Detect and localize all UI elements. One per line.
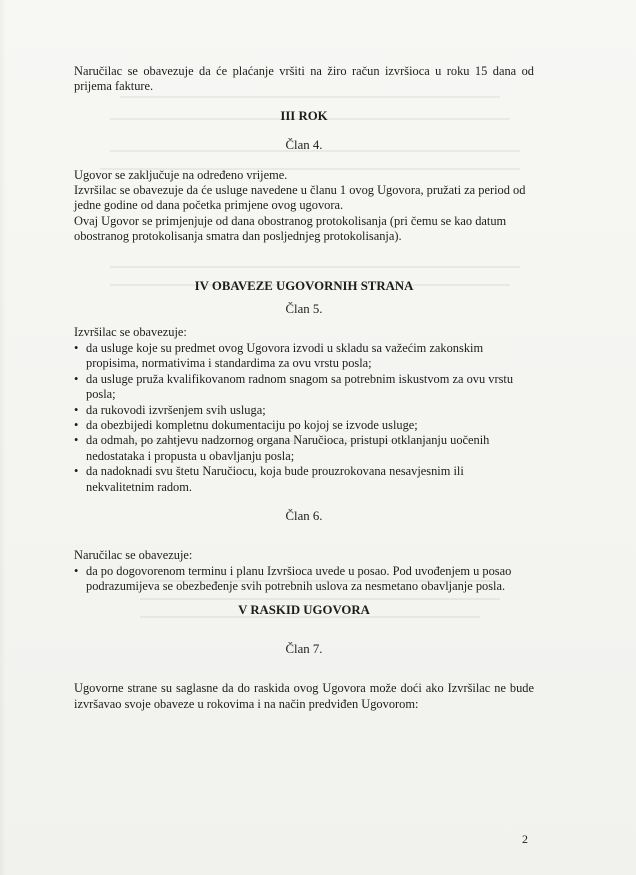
section-heading-obaveze: IV OBAVEZE UGOVORNIH STRANA	[194, 278, 414, 293]
article-7-text: Ugovorne strane su saglasne da do raskida ovog Ugovora može doći ako Izvršilac ne bude izvršavao svoje obaveze u rokovima i na način predviđen Ugovorom:	[74, 681, 534, 711]
article-5-item: • da odmah, po zahtjevu nadzornog organa Naručioca, pristupi otklanjanju uočenih nedostataka i propusta u obavljanju posla;	[74, 433, 534, 464]
section-heading-rok: III ROK	[280, 108, 328, 123]
article-6-title: Član 6.	[285, 508, 323, 523]
article-5-item: • da usluge pruža kvalifikovanom radnom snagom sa potrebnim iskustvom za ovu vrstu posla;	[74, 372, 534, 403]
article-5-item: • da rukovodi izvršenjem svih usluga;	[74, 403, 534, 418]
article-4-line-2: Izvršilac se obavezuje da će usluge navedene u članu 1 ovog Ugovora, pružati za period od jedne godine od dana početka primjene ovog ugovora.	[74, 183, 526, 213]
article-6-item: • da po dogovorenom terminu i planu Izvršioca uvede u posao. Pod uvođenjem u posao podrazumijeva se obezbeđenje svih potrebnih uslova za nesmetano obavljanje posla.	[74, 564, 534, 595]
section-heading-raskid: V RASKID UGOVORA	[238, 602, 370, 617]
article-5-item: • da nadoknadi svu štetu Naručiocu, koja bude prouzrokovana nesavjesnim ili nekvalitetnim radom.	[74, 464, 534, 495]
article-7-title: Član 7.	[285, 641, 323, 656]
article-4-line-3: Ovaj Ugovor se primjenjuje od dana obostranog protokolisanja (pri čemu se kao datum obostranog protokolisanja smatra dan posljednjeg protokolisanja).	[74, 213, 507, 244]
page-number: 2	[522, 832, 528, 846]
payment-clause: Naručilac se obavezuje da će plaćanje vršiti na žiro račun izvršioca u roku 15 dana od prijema fakture.	[74, 64, 534, 94]
article-4-line-1: Ugovor se zaključuje na određeno vrijeme.	[74, 167, 288, 182]
document-body	[74, 64, 534, 712]
article-5-item: • da obezbijedi kompletnu dokumentaciju po kojoj se izvode usluge;	[74, 418, 534, 433]
article-5-item: • da usluge koje su predmet ovog Ugovora izvodi u skladu sa važećim zakonskim propisima, normativima i standardima za ovu vrstu posla;	[74, 341, 534, 372]
article-4-title: Član 4.	[285, 138, 323, 153]
article-6-intro: Naručilac se obavezuje:	[74, 548, 193, 563]
article-5-title: Član 5.	[285, 302, 323, 317]
article-5-intro: Izvršilac se obavezuje:	[74, 325, 187, 340]
